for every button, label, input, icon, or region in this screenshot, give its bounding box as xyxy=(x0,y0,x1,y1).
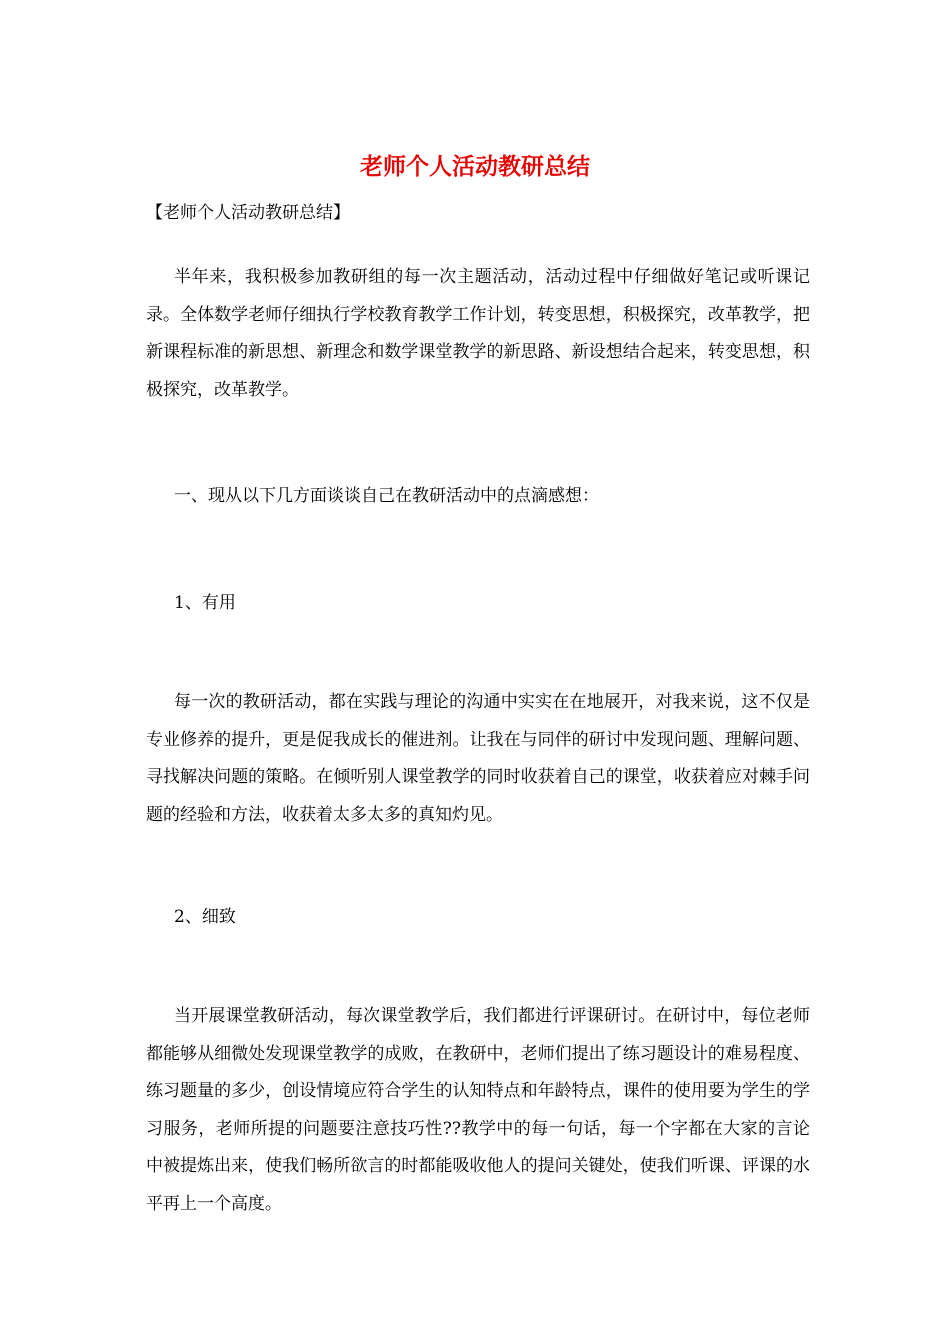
paragraph-intro: 半年来，我积极参加教研组的每一次主题活动，活动过程中仔细做好笔记或听课记录。全体数学老师仔细执行学校教育教学工作计划，转变思想，积极探究，改革教学，把新课程标准的新思想、新理念和数学课堂教学的新思路、新设想结合起来，转变思想，积极探究，改革教学。 xyxy=(146,267,810,400)
document-subtitle: 【老师个人活动教研总结】 xyxy=(146,203,350,223)
paragraph-useful: 每一次的教研活动，都在实践与理论的沟通中实实在在地展开，对我来说，这不仅是专业修养的提升，更是促我成长的催进剂。让我在与同伴的研讨中发现问题、理解问题、寻找解决问题的策略。在倾听别人课堂教学的同时收获着自己的课堂，收获着应对棘手问题的经验和方法，收获着太多太多的真知灼见。 xyxy=(146,692,810,825)
paragraph-detailed: 当开展课堂教研活动，每次课堂教学后，我们都进行评课研讨。在研讨中，每位老师都能够从细微处发现课堂教学的成败，在教研中，老师们提出了练习题设计的难易程度、练习题量的多少，创设情境应符合学生的认知特点和年龄特点，课件的使用要为学生的学习服务，老师所提的问题要注意技巧性??教学中的每一句话，每一个字都在大家的言论中被提炼出来，使我们畅所欲言的时都能吸收他人的提问关键处，使我们听课、评课的水平再上一个高度。 xyxy=(146,1006,810,1214)
subheading-detailed: 2、细致 xyxy=(174,907,236,927)
document-title: 老师个人活动教研总结 xyxy=(360,153,590,180)
subheading-useful: 1、有用 xyxy=(174,593,236,613)
section-heading-one: 一、现从以下几方面谈谈自己在教研活动中的点滴感想： xyxy=(174,486,599,506)
